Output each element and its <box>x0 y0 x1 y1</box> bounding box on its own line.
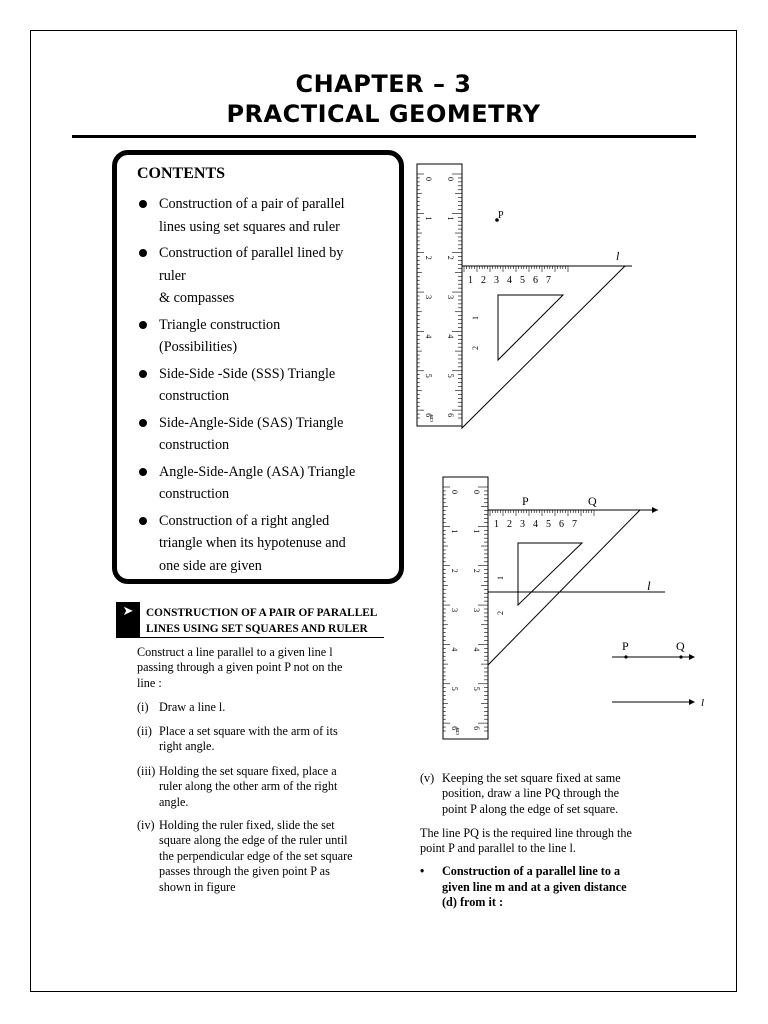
contents-item: Construction of a pair of parallel lines using set squares and ruler <box>137 193 382 238</box>
set-square <box>462 266 625 428</box>
title-rule <box>72 135 696 138</box>
set-square-number: 1 <box>468 275 473 286</box>
ruler-number: 1 <box>424 216 433 221</box>
contents-item: Construction of parallel lined by ruler & compasses <box>137 242 382 310</box>
ruler-number: 4 <box>472 647 481 652</box>
bullet-icon <box>139 370 147 378</box>
point-q-marker <box>679 655 682 658</box>
ruler-number: 2 <box>472 568 481 573</box>
point-q-label: Q <box>676 639 685 653</box>
ruler-number: 3 <box>446 295 455 300</box>
ruler-number: 0 <box>446 177 455 181</box>
set-square-number: 7 <box>546 275 551 286</box>
ruler-number: 0 <box>424 177 433 181</box>
set-square-side-number: 2 <box>471 346 480 350</box>
ruler-unit-label: cm <box>429 414 435 422</box>
section-underline <box>140 637 384 638</box>
contents-item: Construction of a right angled triangle when its hypotenuse and one side are given <box>137 510 382 578</box>
bullet-icon <box>139 249 147 257</box>
chapter-title: PRACTICAL GEOMETRY <box>226 100 541 128</box>
bullet-icon <box>139 321 147 329</box>
bullet-icon <box>139 517 147 525</box>
contents-item: Side-Side -Side (SSS) Triangle construction <box>137 363 382 408</box>
arrow-head-icon <box>652 507 658 513</box>
contents-item: Triangle construction (Possibilities) <box>137 314 382 359</box>
set-square-side-number: 2 <box>496 611 505 615</box>
intro-paragraph: Construct a line parallel to a given line l passing through a given point P not on the line : <box>137 645 343 690</box>
contents-item: Side-Angle-Side (SAS) Triangle construction <box>137 412 382 457</box>
ruler-number: 4 <box>450 647 459 652</box>
set-square-number: 5 <box>520 275 525 286</box>
set-square-number: 7 <box>572 519 577 530</box>
set-square-number: 4 <box>507 275 512 286</box>
ruler-number: 6 <box>472 726 481 731</box>
step-item: (i) Draw a line l. <box>137 700 226 714</box>
section-title-line2: LINES USING SET SQUARES AND RULER <box>146 623 368 635</box>
ruler-number: 5 <box>446 373 455 378</box>
ruler-number: 5 <box>424 373 433 378</box>
ruler-number: 2 <box>450 568 459 573</box>
ruler-number: 5 <box>472 686 481 691</box>
arrow-marker-icon: ➤ <box>116 602 140 638</box>
ruler-unit-label: cm <box>455 727 461 735</box>
ruler-number: 5 <box>450 686 459 691</box>
step-item: (iii) Holding the set square fixed, place a ruler along the other arm of the right angle. <box>137 764 338 809</box>
set-square-number: 2 <box>507 519 512 530</box>
bullet-icon <box>139 419 147 427</box>
set-square-number: 4 <box>533 519 538 530</box>
ruler-number: 3 <box>472 608 481 613</box>
arrow-head-icon <box>689 654 695 660</box>
ruler-number: 2 <box>446 255 455 260</box>
ruler-number: 0 <box>472 490 481 494</box>
set-square-number: 1 <box>494 519 499 530</box>
ruler-number: 6 <box>424 413 433 418</box>
contents-heading: CONTENTS <box>137 165 226 182</box>
set-square-number: 6 <box>533 275 538 286</box>
set-square-number: 6 <box>559 519 564 530</box>
ruler-number: 6 <box>450 726 459 731</box>
bullet-icon <box>139 468 147 476</box>
section-heading <box>116 602 384 638</box>
ruler-number: 0 <box>450 490 459 494</box>
set-square-number: 2 <box>481 275 486 286</box>
ruler-number: 3 <box>450 608 459 613</box>
set-square-number: 5 <box>546 519 551 530</box>
step-item: (v) Keeping the set square fixed at same position, draw a line PQ through the point P along the edge of set square. <box>420 771 621 816</box>
conclusion-paragraph: The line PQ is the required line through the point P and parallel to the line l. <box>420 826 632 856</box>
figure-set-square-ruler-1 <box>410 160 640 430</box>
point-p-label: P <box>498 210 504 221</box>
ruler-number: 2 <box>424 255 433 260</box>
ruler-number: 1 <box>446 216 455 221</box>
chapter-number: CHAPTER – 3 <box>295 70 472 98</box>
set-square-side-number: 1 <box>496 576 505 580</box>
point-p-label: P <box>522 494 529 508</box>
point-q-label: Q <box>588 494 597 508</box>
set-square-number: 3 <box>520 519 525 530</box>
step-item: (iv) Holding the ruler fixed, slide the set square along the edge of the ruler until the perpendicular edge of the set square passes through the given point P as shown in figure <box>137 818 353 894</box>
set-square-number: 3 <box>494 275 499 286</box>
line-l-label: l <box>647 578 651 593</box>
ruler-number: 6 <box>446 413 455 418</box>
contents-item: Angle-Side-Angle (ASA) Triangle construction <box>137 461 382 506</box>
ruler-number: 1 <box>450 529 459 534</box>
point-p-label: P <box>622 639 629 653</box>
contents-box <box>112 150 404 584</box>
section-title-line1: CONSTRUCTION OF A PAIR OF PARALLEL <box>146 607 378 619</box>
ruler-number: 3 <box>424 295 433 300</box>
point-p-marker <box>624 655 627 658</box>
ruler-number: 1 <box>472 529 481 534</box>
bullet-icon: • <box>420 864 425 878</box>
ruler-number: 4 <box>446 334 455 339</box>
figure-parallel-lines <box>605 635 710 715</box>
ruler-number: 4 <box>424 334 433 339</box>
line-l-label: l <box>616 249 620 263</box>
contents-list <box>137 193 382 581</box>
bullet-icon <box>139 200 147 208</box>
set-square-side-number: 1 <box>471 316 480 320</box>
line-l-label: l <box>701 697 705 709</box>
step-item: (ii) Place a set square with the arm of its right angle. <box>137 724 338 754</box>
arrow-head-icon <box>689 699 695 705</box>
